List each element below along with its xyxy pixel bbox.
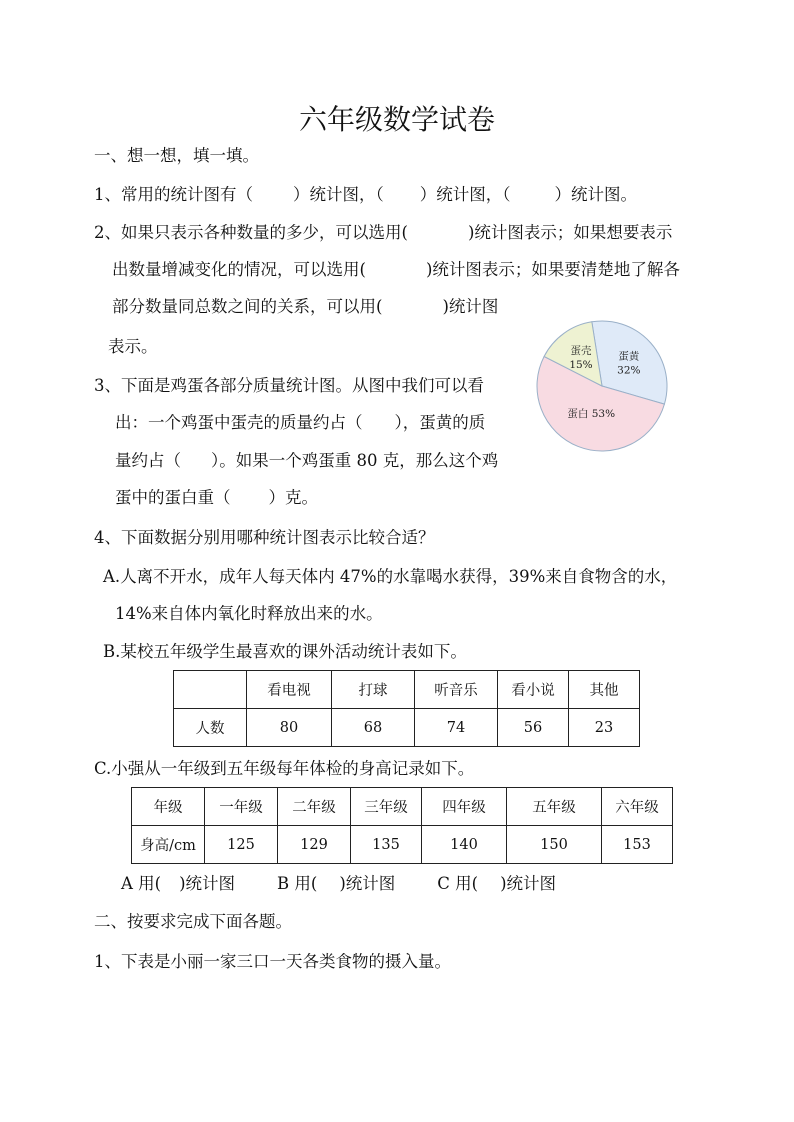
activities-data-row xyxy=(174,709,640,747)
activities-table xyxy=(173,670,640,747)
table-cell: 23 xyxy=(569,709,640,747)
table-cell: 140 xyxy=(422,826,507,864)
height-table xyxy=(131,787,673,864)
question-4-heading: 4、下面数据分别用哪种统计图表示比较合适？ xyxy=(94,528,435,547)
table-cell: 129 xyxy=(278,826,351,864)
height-header-row xyxy=(132,788,673,826)
question-2-line3: 部分数量同总数之间的关系，可以用( )统计图 xyxy=(112,297,499,316)
question-2-line4: 表示。 xyxy=(108,337,158,356)
question-3-line4: 蛋中的蛋白重（ ）克。 xyxy=(115,488,318,507)
table-cell: 74 xyxy=(415,709,498,747)
height-data-row xyxy=(132,826,673,864)
question-1: 1、常用的统计图有（ ）统计图，（ ）统计图，（ ）统计图。 xyxy=(94,185,637,204)
pie-value-蛋壳: 15% xyxy=(569,359,593,372)
question-4-c: C.小强从一年级到五年级每年体检的身高记录如下。 xyxy=(94,759,475,778)
question-2-line1: 2、如果只表示各种数量的多少，可以选用( )统计图表示；如果想要表示 xyxy=(94,223,673,242)
question-4-a-line2: 14%来自体内氧化时释放出来的水。 xyxy=(115,604,383,623)
table-cell: 80 xyxy=(247,709,332,747)
table-cell: 125 xyxy=(205,826,278,864)
section2-heading: 二、按要求完成下面各题。 xyxy=(94,912,292,931)
table-cell: 年级 xyxy=(132,788,205,826)
table-cell: 看电视 xyxy=(247,671,332,709)
table-cell: 身高/cm xyxy=(132,826,205,864)
table-cell: 六年级 xyxy=(602,788,673,826)
table-cell: 看小说 xyxy=(498,671,569,709)
table-cell: 56 xyxy=(498,709,569,747)
egg-pie-chart xyxy=(534,318,670,454)
pie-value-蛋黄: 32% xyxy=(617,364,641,377)
table-cell: 听音乐 xyxy=(415,671,498,709)
table-cell: 68 xyxy=(332,709,415,747)
table-cell: 一年级 xyxy=(205,788,278,826)
table-cell: 其他 xyxy=(569,671,640,709)
table-cell xyxy=(174,671,247,709)
activities-header-row xyxy=(174,671,640,709)
table-cell: 135 xyxy=(351,826,422,864)
table-cell: 二年级 xyxy=(278,788,351,826)
table-cell: 打球 xyxy=(332,671,415,709)
section2-question-1: 1、下表是小丽一家三口一天各类食物的摄入量。 xyxy=(94,952,451,971)
question-4-a-line1: A.人离不开水，成年人每天体内 47%的水靠喝水获得，39%来自食物含的水， xyxy=(103,567,678,586)
table-cell: 153 xyxy=(602,826,673,864)
question-3-line2: 出：一个鸡蛋中蛋壳的质量约占（ ），蛋黄的质 xyxy=(115,413,486,432)
table-cell: 150 xyxy=(507,826,602,864)
pie-label-蛋白: 蛋白 53% xyxy=(567,408,616,421)
question-4-answers: A 用( )统计图 B 用( )统计图 C 用( )统计图 xyxy=(121,874,557,893)
table-cell: 人数 xyxy=(174,709,247,747)
section1-heading: 一、想一想，填一填。 xyxy=(94,146,259,165)
table-cell: 三年级 xyxy=(351,788,422,826)
question-2-line2: 出数量增减变化的情况，可以选用( )统计图表示；如果要清楚地了解各 xyxy=(112,260,680,279)
page-title: 六年级数学试卷 xyxy=(298,103,495,136)
question-3-line1: 3、下面是鸡蛋各部分质量统计图。从图中我们可以看 xyxy=(94,376,484,395)
pie-label-蛋黄: 蛋黄 xyxy=(618,350,640,363)
table-cell: 四年级 xyxy=(422,788,507,826)
table-cell: 五年级 xyxy=(507,788,602,826)
question-4-b: B.某校五年级学生最喜欢的课外活动统计表如下。 xyxy=(103,642,467,661)
question-3-line3: 量约占（ ）。如果一个鸡蛋重 80 克，那么这个鸡 xyxy=(115,451,499,470)
pie-label-蛋壳: 蛋壳 xyxy=(570,345,592,358)
